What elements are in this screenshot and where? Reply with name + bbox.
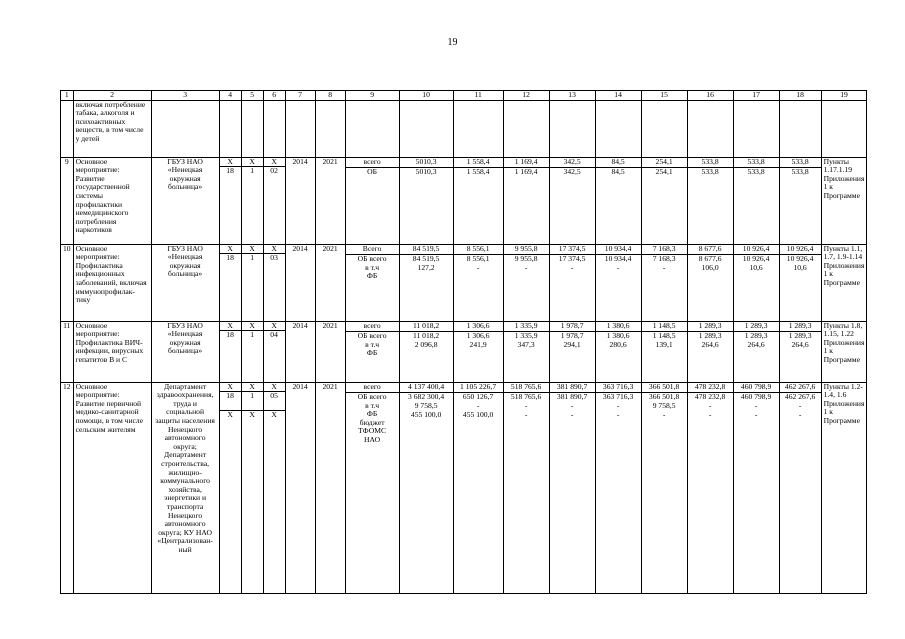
- amount-value: -: [570, 409, 574, 419]
- funding-source: бюджет ТФОМС НАО: [358, 417, 387, 444]
- amount-value: 366 501,8: [648, 391, 680, 401]
- amount-cell: [779, 321, 821, 382]
- column-header: 15: [641, 91, 687, 101]
- amount-value: 9 758,5: [652, 400, 676, 410]
- amount-value: -: [616, 400, 620, 410]
- amount-value: 533,8: [791, 166, 809, 176]
- amount-value: 264,6: [701, 339, 719, 349]
- amount-value: 10 934,4: [596, 245, 641, 255]
- column-header: 17: [733, 91, 779, 101]
- amount-value: 10 926,4: [780, 245, 821, 255]
- amount-cell: [733, 244, 779, 321]
- code-cell: Х 18: [219, 244, 241, 321]
- amount-value: 1 978,7: [550, 322, 595, 332]
- column-header: 14: [595, 91, 641, 101]
- amount-value: 533,8: [734, 158, 779, 168]
- budget-table: [60, 90, 867, 594]
- amount-value: 1 558,4: [466, 166, 490, 176]
- amount-value: 1 289,3: [780, 322, 821, 332]
- amount-value: 518 765,6: [510, 391, 542, 401]
- column-header: 6: [263, 91, 285, 101]
- amount-value: 462 267,6: [784, 391, 816, 401]
- table-row: [61, 157, 867, 244]
- amount-value: -: [524, 409, 528, 419]
- amount-value: 381 890,7: [556, 391, 588, 401]
- table-row: [61, 244, 867, 321]
- amount-value: -: [798, 400, 802, 410]
- amount-value: 455 100,0: [462, 409, 494, 419]
- amount-cell: [549, 157, 595, 244]
- amount-value: 10 926,4: [734, 245, 779, 255]
- measure-name: Основное мероприятие: Развитие государственной системы профилактики немедицинского потребления наркотиков: [73, 157, 151, 244]
- end-year: 2021: [315, 244, 345, 321]
- row-number: 11: [61, 321, 74, 382]
- amount-value: 533,8: [701, 166, 719, 176]
- amount-value: -: [754, 409, 758, 419]
- amount-cell: [779, 244, 821, 321]
- amount-value: 1 380,6: [606, 330, 630, 340]
- start-year: 2014: [285, 244, 315, 321]
- amount-value: -: [476, 262, 480, 272]
- amount-value: 17 374,5: [558, 253, 586, 263]
- amount-value: 84 519,5: [400, 245, 453, 255]
- amount-cell: [733, 157, 779, 244]
- end-year: 2021: [315, 157, 345, 244]
- column-header: 1: [61, 91, 74, 101]
- amount-value: -: [570, 262, 574, 272]
- amount-cell: [641, 382, 687, 593]
- code-cell: Х 03: [263, 244, 285, 321]
- amount-value: 10 934,4: [604, 253, 632, 263]
- amount-value: 106,0: [701, 262, 719, 272]
- program-reference: Пункты 1.2-1.4, 1.6 Приложения 1 к Программе: [821, 382, 867, 593]
- amount-cell: [641, 244, 687, 321]
- amount-value: 1 148,5: [652, 330, 676, 340]
- program-reference: Пункты 1.17.1.19 Приложения 1 к Программе: [821, 157, 867, 244]
- executor: ГБУЗ НАО «Ненецкая окружная больница»: [151, 244, 219, 321]
- amount-value: 1 289,3: [698, 330, 722, 340]
- code-cell: Х 1: [241, 157, 263, 244]
- amount-value: 347,3: [517, 339, 535, 349]
- amount-value: 294,1: [563, 339, 581, 349]
- continuation-row: [61, 100, 867, 157]
- table-row: [61, 321, 867, 382]
- funding-source-cell: [345, 321, 399, 382]
- column-header: 13: [549, 91, 595, 101]
- amount-value: 533,8: [688, 158, 733, 168]
- column-header: 4: [219, 91, 241, 101]
- amount-value: -: [798, 409, 802, 419]
- amount-value: 1 335,9: [514, 330, 538, 340]
- amount-value: 1 289,3: [688, 322, 733, 332]
- amount-value: 650 126,7: [462, 391, 494, 401]
- start-year: 2014: [285, 321, 315, 382]
- amount-value: 8 677,6: [688, 245, 733, 255]
- amount-cell: [733, 382, 779, 593]
- amount-value: 264,6: [791, 339, 809, 349]
- amount-value: 84,5: [596, 158, 641, 168]
- code-cell: Х 1: [241, 244, 263, 321]
- program-reference: Пункты 1.8, 1.15, 1.22 Приложения 1 к Программе: [821, 321, 867, 382]
- amount-cell: [687, 244, 733, 321]
- amount-value: 139,1: [655, 339, 673, 349]
- page-number: 19: [447, 37, 458, 48]
- code-cell: Х 18: [219, 157, 241, 244]
- code-cell: Х 1: [241, 321, 263, 382]
- amount-value: -: [524, 400, 528, 410]
- amount-value: 10 926,4: [786, 253, 814, 263]
- amount-value: -: [570, 400, 574, 410]
- amount-cell: [503, 244, 549, 321]
- amount-value: 533,8: [747, 166, 765, 176]
- amount-value: 1 148,5: [642, 322, 687, 332]
- funding-source: ОБ всего: [357, 391, 387, 401]
- amount-cell: [641, 321, 687, 382]
- amount-value: 381 890,7: [550, 383, 595, 393]
- amount-value: 363 716,3: [602, 391, 634, 401]
- amount-value: 1 289,3: [788, 330, 812, 340]
- amount-value: 10 926,4: [742, 253, 770, 263]
- end-year: 2021: [315, 321, 345, 382]
- amount-value: 241,9: [469, 339, 487, 349]
- amount-cell: [687, 382, 733, 593]
- amount-value: 478 232,8: [688, 383, 733, 393]
- code-cell: Х 04: [263, 321, 285, 382]
- amount-value: 7 168,3: [642, 245, 687, 255]
- amount-value: 1 978,7: [560, 330, 584, 340]
- amount-value: 9 955,8: [514, 253, 538, 263]
- start-year: 2014: [285, 382, 315, 593]
- amount-value: 1 558,4: [454, 158, 503, 168]
- amount-value: 1 289,3: [744, 330, 768, 340]
- funding-source-cell: [345, 157, 399, 244]
- amount-cell: [399, 382, 453, 593]
- column-header: 19: [821, 91, 867, 101]
- amount-value: 366 501,8: [642, 383, 687, 393]
- amount-value: -: [476, 400, 480, 410]
- table-row: [61, 382, 867, 593]
- amount-value: 460 798,9: [734, 383, 779, 393]
- funding-source: всего: [346, 322, 399, 332]
- amount-value: 342,5: [563, 166, 581, 176]
- amount-value: 8 556,1: [454, 245, 503, 255]
- amount-value: 455 100,0: [410, 409, 442, 419]
- amount-value: 280,6: [609, 339, 627, 349]
- amount-cell: [503, 157, 549, 244]
- column-header: 10: [399, 91, 453, 101]
- code-cell: Х 02: [263, 157, 285, 244]
- amount-cell: [453, 382, 503, 593]
- amount-value: 9 758,5: [414, 400, 438, 410]
- amount-value: -: [754, 400, 758, 410]
- amount-value: 462 267,6: [780, 383, 821, 393]
- amount-value: 3 682 300,4: [408, 391, 445, 401]
- funding-source: ОБ всего: [357, 253, 387, 263]
- funding-source-cell: [345, 244, 399, 321]
- amount-value: 17 374,5: [550, 245, 595, 255]
- amount-value: 1 380,6: [596, 322, 641, 332]
- column-header: 3: [151, 91, 219, 101]
- code-cell: Х 1 Х: [241, 382, 263, 593]
- amount-cell: [595, 382, 641, 593]
- funding-source: ОБ: [367, 166, 378, 176]
- amount-value: 11 018,2: [400, 322, 453, 332]
- header-row: [61, 91, 867, 101]
- code-cell: Х 05 Х: [263, 382, 285, 593]
- amount-value: -: [662, 262, 666, 272]
- measure-name: Основное мероприятие: Профилактика инфекционных заболеваний, включая иммунопрофилак-тику: [73, 244, 151, 321]
- amount-value: 10,6: [749, 262, 763, 272]
- funding-source: в т.ч ФБ: [365, 400, 380, 419]
- executor: Департамент здравоохранения, труда и социальной защиты населения Ненецкого автономного округа; Департамент строительства, жилищно-коммунального хозяйства, энергетики и транспорта Ненецкого автономного округа; КУ НАО «Централизован-ный: [151, 382, 219, 593]
- amount-value: 342,5: [550, 158, 595, 168]
- amount-value: 518 765,6: [504, 383, 549, 393]
- amount-value: 11 018,2: [412, 330, 440, 340]
- column-header: 11: [453, 91, 503, 101]
- amount-cell: [453, 157, 503, 244]
- amount-cell: [687, 321, 733, 382]
- amount-value: 533,8: [780, 158, 821, 168]
- amount-value: 127,2: [417, 262, 435, 272]
- column-header: 8: [315, 91, 345, 101]
- measure-name: Основное мероприятие: Развитие первичной медико-санитарной помощи, в том числе сельским жителям: [73, 382, 151, 593]
- executor: ГБУЗ НАО «Ненецкая окружная больница»: [151, 321, 219, 382]
- program-reference: Пункты 1.1, 1.7, 1.9-1.14 Приложения 1 к Программе: [821, 244, 867, 321]
- amount-value: 363 716,3: [596, 383, 641, 393]
- amount-cell: [399, 321, 453, 382]
- funding-source-cell: [345, 382, 399, 593]
- amount-cell: [399, 244, 453, 321]
- amount-value: 5010,3: [400, 158, 453, 168]
- amount-value: 264,6: [747, 339, 765, 349]
- amount-value: -: [524, 262, 528, 272]
- amount-value: 1 289,3: [734, 322, 779, 332]
- code-cell: Х 18 Х: [219, 382, 241, 593]
- amount-cell: [641, 157, 687, 244]
- amount-cell: [595, 321, 641, 382]
- amount-value: 10,6: [793, 262, 807, 272]
- funding-source: ОБ всего: [357, 330, 387, 340]
- funding-source: всего: [346, 158, 399, 168]
- amount-value: 1 306,6: [454, 322, 503, 332]
- amount-value: 254,1: [655, 166, 673, 176]
- amount-cell: [549, 321, 595, 382]
- column-header: 18: [779, 91, 821, 101]
- amount-cell: [453, 244, 503, 321]
- measure-name: включая потребление табака, алкоголя и психоактивных веществ, в том числе у детей: [73, 100, 151, 157]
- amount-cell: [399, 157, 453, 244]
- column-header: 5: [241, 91, 263, 101]
- funding-source: в т.ч ФБ: [365, 339, 380, 358]
- amount-value: 460 798,9: [740, 391, 772, 401]
- amount-value: -: [616, 262, 620, 272]
- amount-cell: [549, 244, 595, 321]
- column-header: 9: [345, 91, 399, 101]
- amount-value: 478 232,8: [694, 391, 726, 401]
- amount-cell: [549, 382, 595, 593]
- amount-cell: [503, 321, 549, 382]
- amount-value: -: [708, 400, 712, 410]
- amount-cell: [779, 157, 821, 244]
- row-number: 10: [61, 244, 74, 321]
- amount-value: 254,1: [642, 158, 687, 168]
- amount-value: 1 169,4: [504, 158, 549, 168]
- amount-cell: [733, 321, 779, 382]
- column-header: 2: [73, 91, 151, 101]
- amount-value: -: [662, 409, 666, 419]
- measure-name: Основное мероприятие: Профилактика ВИЧ-инфекции, вирусных гепатитов В и С: [73, 321, 151, 382]
- funding-source: в т.ч ФБ: [365, 262, 380, 281]
- amount-cell: [595, 244, 641, 321]
- amount-value: 4 137 400,4: [400, 383, 453, 393]
- end-year: 2021: [315, 382, 345, 593]
- column-header: 16: [687, 91, 733, 101]
- row-number: 12: [61, 382, 74, 593]
- funding-source: Всего: [346, 245, 399, 255]
- column-header: 7: [285, 91, 315, 101]
- amount-value: 2 096,8: [414, 339, 438, 349]
- code-cell: Х 18: [219, 321, 241, 382]
- column-header: 12: [503, 91, 549, 101]
- row-number: 9: [61, 157, 74, 244]
- amount-value: 1 306,6: [466, 330, 490, 340]
- amount-cell: [453, 321, 503, 382]
- amount-value: 5010,3: [415, 166, 437, 176]
- executor: ГБУЗ НАО «Ненецкая окружная больница»: [151, 157, 219, 244]
- amount-value: 1 105 226,7: [454, 383, 503, 393]
- amount-value: 84 519,5: [412, 253, 440, 263]
- funding-source: всего: [346, 383, 399, 393]
- amount-value: 8 677,6: [698, 253, 722, 263]
- amount-value: 84,5: [611, 166, 625, 176]
- amount-value: 7 168,3: [652, 253, 676, 263]
- amount-value: 8 556,1: [466, 253, 490, 263]
- amount-cell: [503, 382, 549, 593]
- amount-cell: [779, 382, 821, 593]
- amount-value: 9 955,8: [504, 245, 549, 255]
- start-year: 2014: [285, 157, 315, 244]
- amount-value: 1 169,4: [514, 166, 538, 176]
- amount-value: -: [616, 409, 620, 419]
- amount-value: -: [708, 409, 712, 419]
- amount-cell: [595, 157, 641, 244]
- amount-value: 1 335,9: [504, 322, 549, 332]
- amount-cell: [687, 157, 733, 244]
